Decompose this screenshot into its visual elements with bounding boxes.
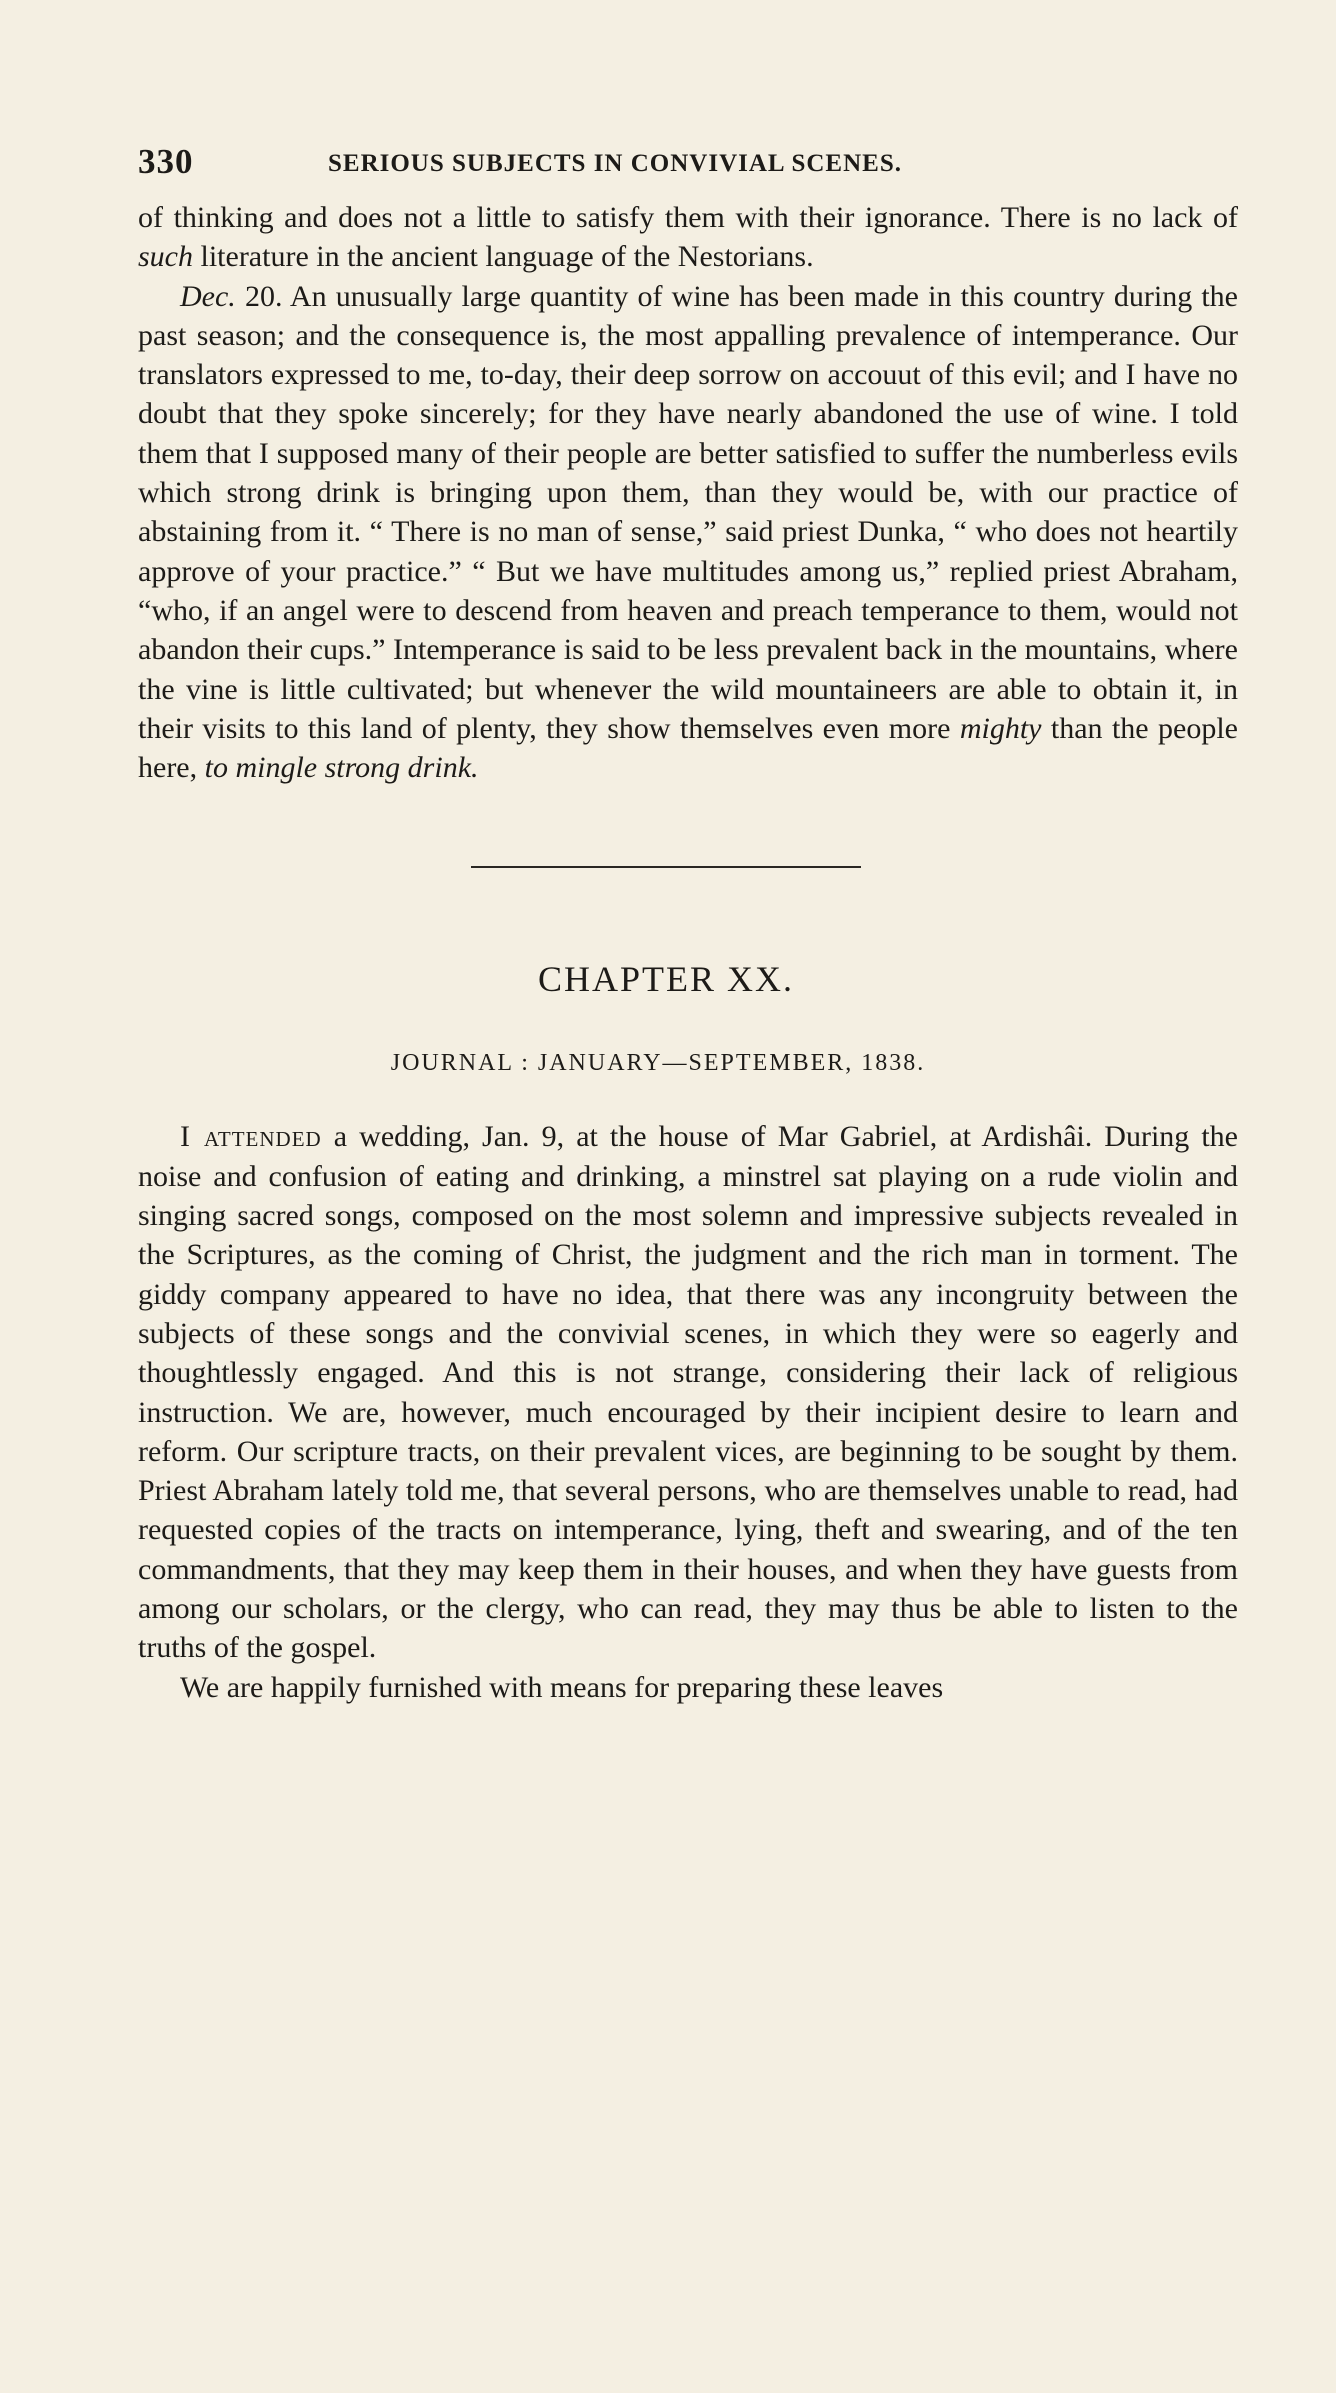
- lead-in: I attended: [180, 1120, 322, 1154]
- date-label: Dec.: [180, 279, 236, 313]
- section-divider: [471, 866, 861, 868]
- text: 20. An unusually large quantity of wine has been made in this country during the past season; and the consequence is, the most appalling prevalence of intemperance. Our translators expressed to me, to-day, their deep sorrow on accouut of this evil; and I have no doubt that they spoke sincerely; for they have nearly abandoned the use of wine. I told them that I supposed many of their people are better satisfied to suffer the numberless evils which strong drink is bringing upon them, than they would be, with our practice of abstaining from it. “ There is no man of sense,” said priest Dunka, “ who does not heartily approve of your practice.” “ But we have multitudes among us,” replied priest Abraham, “who, if an angel were to descend from heaven and preach temperance to them, would not abandon their cups.” Intemperance is said to be less prevalent back in the mountains, where the vine is little cultivated; but whenever the wild mountaineers are able to obtain it, in their visits to this land of plenty, they show themselves even more: [138, 279, 1238, 745]
- text: a wedding, Jan. 9, at the house of Mar Gabriel, at Ardishâi. During the noise and confusion of eating and drinking, a minstrel sat playing on a rude violin and singing sacred songs, composed on the most solemn and impressive subjects revealed in the Scriptures, as the coming of Christ, the judgment and the rich man in torment. The giddy company appeared to have no idea, that there was any incongruity between the subjects of these songs and the convivial scenes, in which they were so eagerly and thoughtlessly engaged. And this is not strange, considering their lack of religious instruction. We are, however, much encouraged by their incipient desire to learn and reform. Our scripture tracts, on their prevalent vices, are beginning to be sought by them. Priest Abraham lately told me, that several persons, who are themselves unable to read, had requested copies of the tracts on intemperance, lying, theft and swearing, and of the ten commandments, that they may keep them in their houses, and when they have guests from among our scholars, or the clergy, who can read, they may thus be able to listen to the truths of the gospel.: [138, 1120, 1239, 1665]
- running-head: [138, 142, 1238, 198]
- text: literature in the ancient language of the Nestorians.: [193, 240, 814, 274]
- section-one: [138, 198, 1238, 787]
- text: of thinking and does not a little to satisfy them with their ignorance. There is no lack of: [138, 201, 1238, 234]
- page-number: 330: [138, 142, 194, 181]
- paragraph-leaves: [138, 1668, 1238, 1707]
- chapter-title: CHAPTER XX.: [537, 959, 795, 1000]
- emphasis: mighty: [959, 711, 1042, 745]
- section-two: [138, 1117, 1238, 1706]
- running-title: SERIOUS SUBJECTS IN CONVIVIAL SCENES.: [328, 150, 902, 177]
- emphasis: such: [138, 240, 193, 274]
- chapter-subtitle: JOURNAL : JANUARY—SEPTEMBER, 1838.: [390, 1050, 926, 1077]
- paragraph-dec-20: [138, 277, 1238, 788]
- paragraph-continued: [138, 198, 1238, 277]
- emphasis: to mingle strong drink.: [204, 751, 479, 785]
- paragraph-wedding: [138, 1117, 1238, 1667]
- book-page: [138, 142, 1238, 1707]
- text: We are happily furnished with means for preparing these leaves: [180, 1670, 944, 1704]
- text: than the people here,: [138, 711, 1238, 785]
